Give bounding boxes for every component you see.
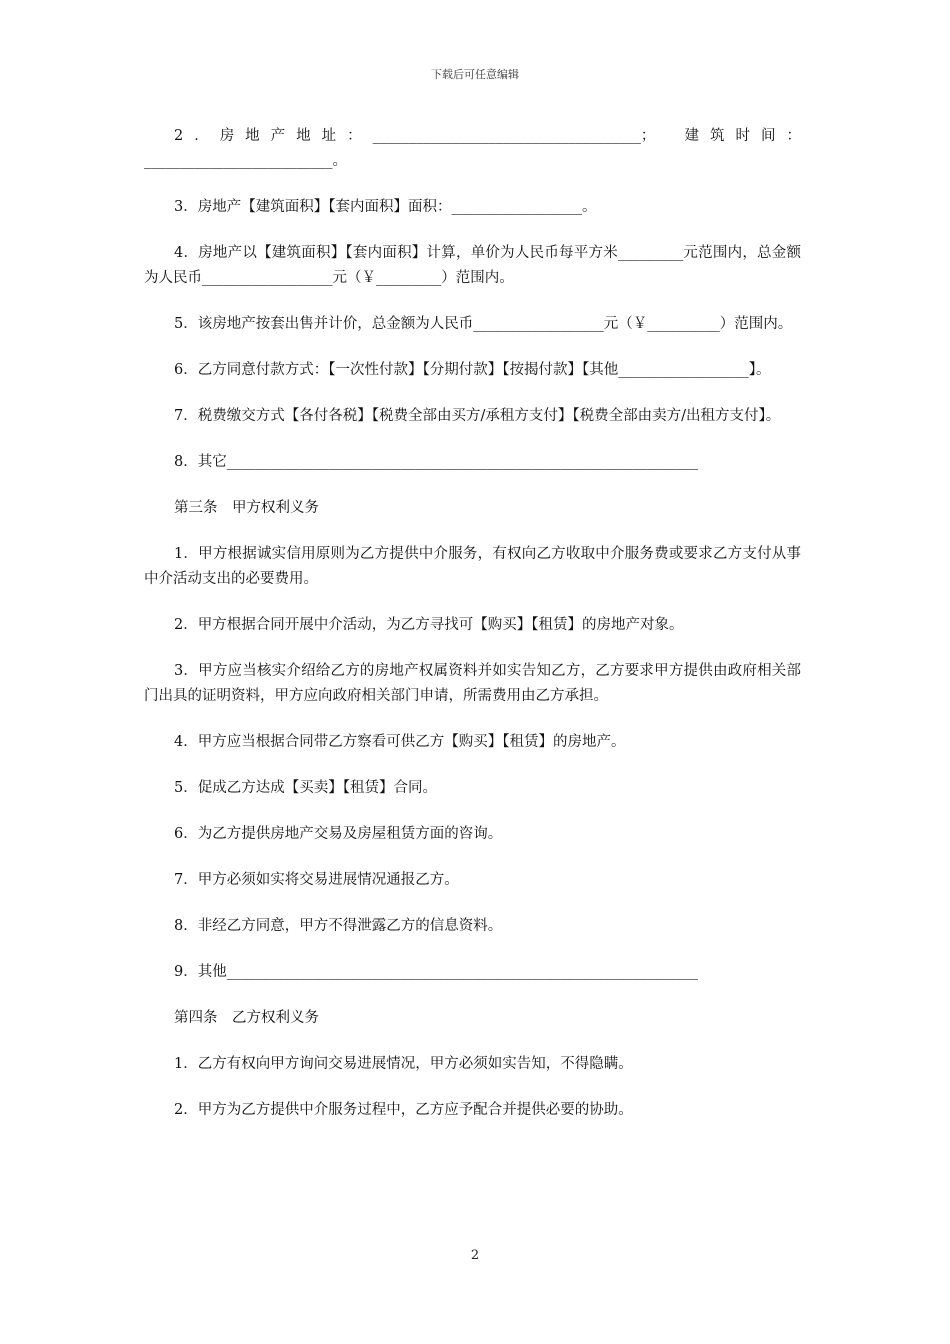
clause-3-area: 3．房地产【建筑面积】【套内面积】面积：__________________。 [174,199,597,215]
section-3-item-1: 1．甲方根据诚实信用原则为乙方提供中介服务，有权向乙方收取中介服务费或要求乙方支付从事中介活动支出的必要费用。 [144,546,801,587]
section-3-item-9: 9．其他_________________________________________________________________ [174,964,698,980]
page-number: 2 [470,1248,480,1263]
document-body [144,124,801,1144]
clause-4-price: 4．房地产以【建筑面积】【套内面积】计算，单价为人民币每平方米_________元范围内，总金额为人民币__________________元（￥_________）范围内。 [144,245,801,286]
section-3-item-3: 3．甲方应当核实介绍给乙方的房地产权属资料并如实告知乙方，乙方要求甲方提供由政府相关部门出具的证明资料，甲方应向政府相关部门申请，所需费用由乙方承担。 [144,663,801,704]
section-3-item-8: 8．非经乙方同意，甲方不得泄露乙方的信息资料。 [174,918,503,934]
section-4-item-2: 2．甲方为乙方提供中介服务过程中，乙方应予配合并提供必要的协助。 [174,1102,633,1118]
section-3-item-5: 5．促成乙方达成【买卖】【租赁】合同。 [174,780,437,796]
clause-2-address: 2．房地产地址：_____________________________________； 建筑时间：__________________________。 [144,128,801,169]
section-4-heading: 第四条 乙方权利义务 [174,1010,319,1026]
clause-6-payment: 6．乙方同意付款方式：【一次性付款】【分期付款】【按揭付款】【其他__________________】。 [174,362,771,378]
clause-7-tax: 7．税费缴交方式【各付各税】【税费全部由买方/承租方支付】【税费全部由卖方/出租方支付】。 [174,408,781,424]
section-3-heading: 第三条 甲方权利义务 [174,500,319,516]
section-3-item-6: 6．为乙方提供房地产交易及房屋租赁方面的咨询。 [174,826,503,842]
section-3-item-4: 4．甲方应当根据合同带乙方察看可供乙方【购买】【租赁】的房地产。 [174,734,626,750]
page-header-note: 下载后可任意编辑 [431,68,519,81]
section-4-item-1: 1．乙方有权向甲方询问交易进展情况，甲方必须如实告知，不得隐瞒。 [174,1056,633,1072]
clause-5-total: 5．该房地产按套出售并计价，总金额为人民币__________________元（￥__________）范围内。 [174,316,793,332]
section-3-item-7: 7．甲方必须如实将交易进展情况通报乙方。 [174,872,459,888]
clause-8-other: 8．其它_________________________________________________________________ [174,454,698,470]
section-3-item-2: 2．甲方根据合同开展中介活动，为乙方寻找可【购买】【租赁】的房地产对象。 [174,617,684,633]
